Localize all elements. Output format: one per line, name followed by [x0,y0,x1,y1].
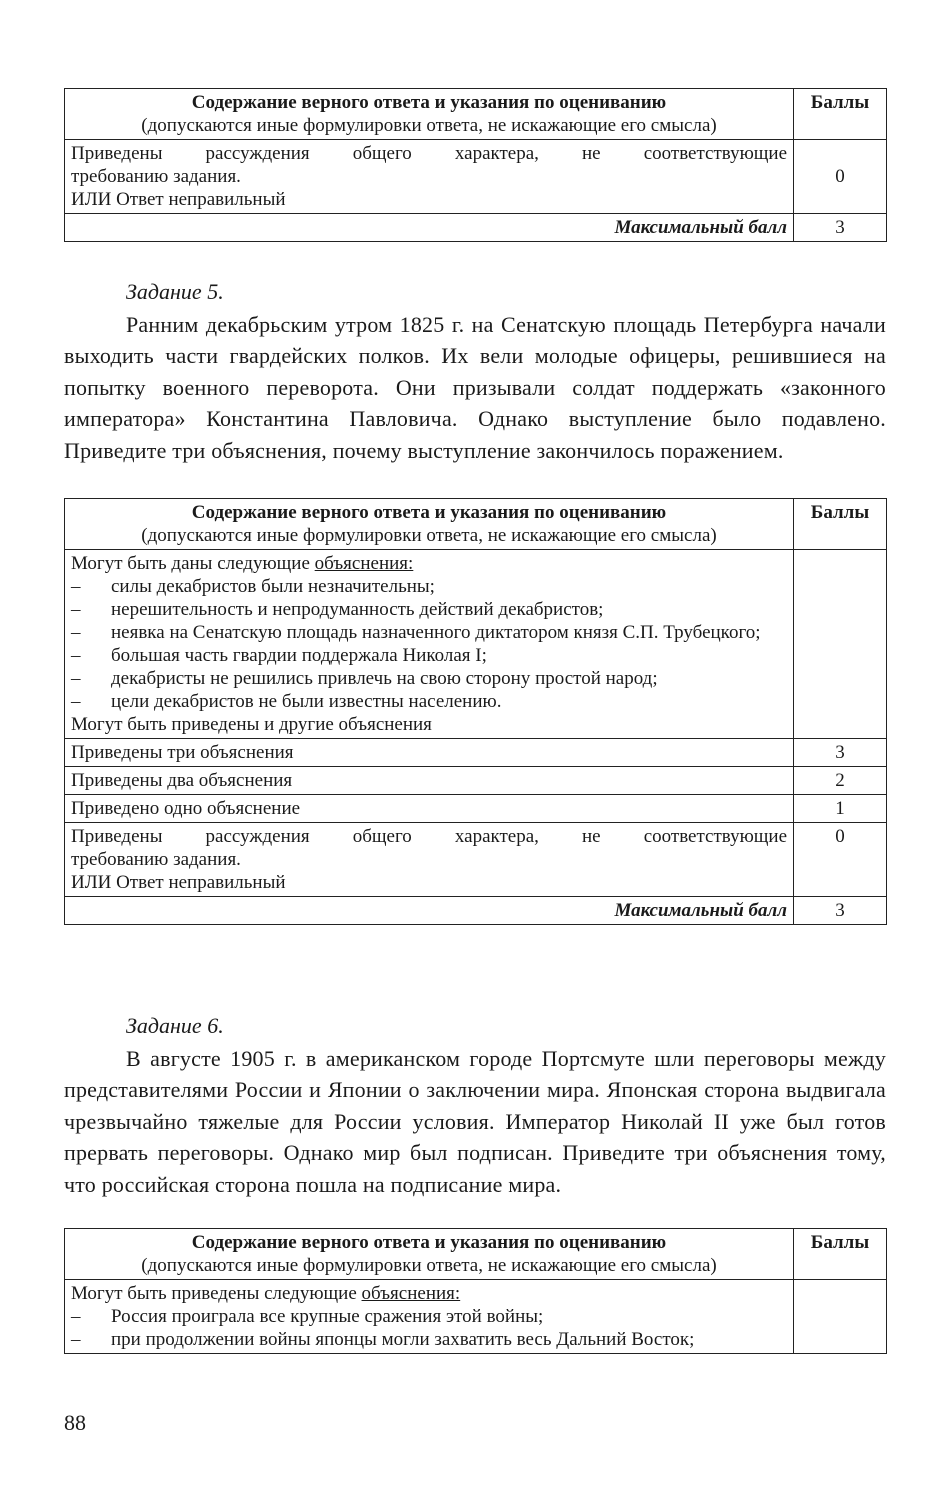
header-points-cell: Баллы [794,499,887,550]
answers-lead [71,1282,787,1305]
header-bold-text: Содержание верного ответа и указания по оцениванию [191,92,667,113]
max-score-label: Максимальный балл [65,897,794,925]
list-item: – нерешительность и непродуманность действий декабристов; [71,598,787,621]
max-score-row [65,214,887,242]
criteria-line: требованию задания. [71,166,241,187]
task6-text: В августе 1905 г. в американском городе Портсмуте шли переговоры между представителями России и Японии о заключении мира. Японская сторона выдвигала чрезвычайно тяжелые для России условия. Император Николай II уже был готов прервать переговоры. Однако мир был подписан. Приведите три объяснения тому, что российская сторона пошла на подписание мира. [64,1046,886,1197]
header-note-text: (допускаются иные формулировки ответа, не искажающие его смысла) [141,525,717,546]
header-note-text: (допускаются иные формулировки ответа, не искажающие его смысла) [141,1255,717,1276]
score-value: 3 [794,739,887,767]
list-item: – большая часть гвардии поддержала Николая I; [71,644,787,667]
header-points-cell: Баллы [794,89,887,140]
table-row [65,823,887,897]
header-note-text: (допускаются иные формулировки ответа, не искажающие его смысла) [141,115,717,136]
score-value: 2 [794,767,887,795]
header-bold-text: Содержание верного ответа и указания по оцениванию [191,502,667,523]
table-task6 [64,1228,887,1354]
table-row [65,140,887,214]
list-item: – при продолжении войны японцы могли захватить весь Дальний Восток; [71,1328,787,1351]
header-points-cell: Баллы [794,1229,887,1280]
list-item: – Россия проиграла все крупные сражения этой войны; [71,1305,787,1328]
task5-title: Задание 5. [126,279,224,304]
score-label: Приведены два объяснения [65,767,794,795]
page-number: 88 [64,1410,86,1435]
list-item: – декабристы не решились привлечь на свою сторону простой народ; [71,667,787,690]
criteria-line: ИЛИ Ответ неправильный [71,872,286,893]
task6-title: Задание 6. [126,1013,224,1038]
task5-text: Ранним декабрьским утром 1825 г. на Сенатскую площадь Петербурга начали выходить части гвардейских полков. Их вели молодые офицеры, решившиеся на попытку военного переворота. Они призывали солдат поддержать «законного императора» Константина Павловича. Однако выступление было подавлено. Приведите три объяснения, почему выступление закончилось поражением. [64,312,886,463]
answers-lead-word: объяснения: [361,1283,461,1304]
answers-lead-text: Могут быть приведены следующие [71,1283,357,1304]
criteria-cell [65,140,794,214]
answers-lead [71,552,787,575]
table-header-row [65,499,887,550]
table-header-row [65,89,887,140]
score-value: 1 [794,795,887,823]
criteria-line: Приведены рассуждения общего характера, не соответствующие [71,143,787,164]
max-score-value: 3 [794,897,887,925]
table-task4-end [64,88,887,242]
answers-lead-word: объяснения: [314,553,414,574]
points-cell-empty [794,1280,887,1354]
answers-list [71,1305,787,1351]
criteria-line: Приведены рассуждения общего характера, не соответствующие [71,826,787,847]
points-cell: 0 [794,140,887,214]
answers-lead-text: Могут быть даны следующие [71,553,310,574]
table-row [65,1280,887,1354]
criteria-line: ИЛИ Ответ неправильный [71,189,286,210]
points-cell: 0 [794,823,887,897]
list-item: – неявка на Сенатскую площадь назначенного диктатором князя С.П. Трубецкого; [71,621,787,644]
header-content-cell [65,1229,794,1280]
table-row [65,550,887,739]
answers-cell [65,550,794,739]
table-row [65,739,887,767]
score-label: Приведены три объяснения [65,739,794,767]
max-score-value: 3 [794,214,887,242]
points-cell-empty [794,550,887,739]
answers-tail: Могут быть приведены и другие объяснения [71,714,432,735]
score-label: Приведено одно объяснение [65,795,794,823]
table-row [65,767,887,795]
answers-list [71,575,787,713]
answers-cell [65,1280,794,1354]
max-score-label: Максимальный балл [65,214,794,242]
table-row [65,795,887,823]
header-content-cell [65,89,794,140]
criteria-cell [65,823,794,897]
max-score-row [65,897,887,925]
criteria-line: требованию задания. [71,849,241,870]
table-header-row [65,1229,887,1280]
table-task5 [64,498,887,925]
list-item: – цели декабристов не были известны населению. [71,690,787,713]
header-bold-text: Содержание верного ответа и указания по оцениванию [191,1232,667,1253]
list-item: – силы декабристов были незначительны; [71,575,787,598]
header-content-cell [65,499,794,550]
